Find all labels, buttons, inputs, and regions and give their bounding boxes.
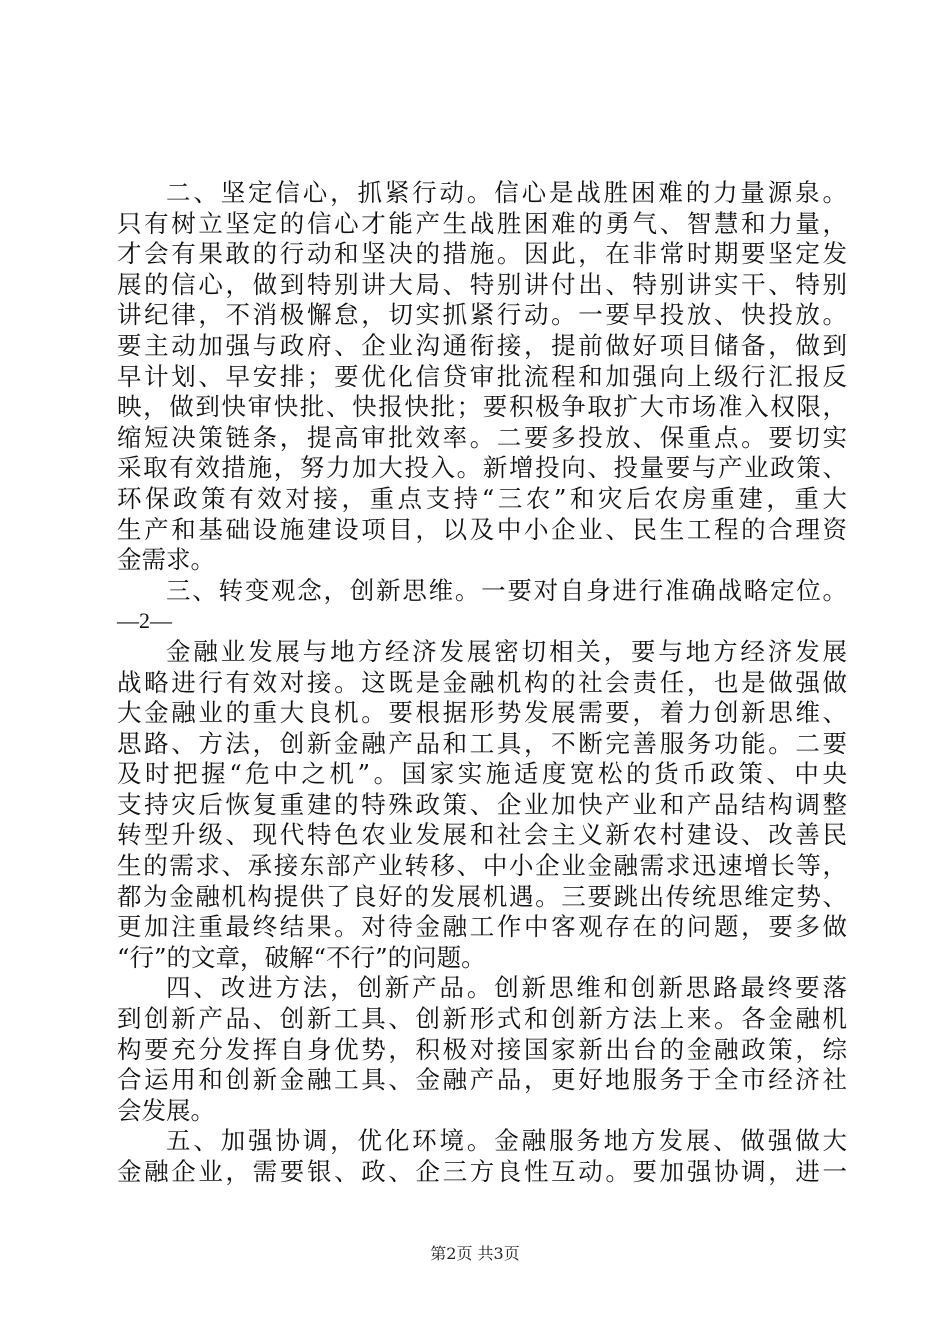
paragraph-line: 大金融业的重大良机。要根据形势发展需要，着力创新思维、 (117, 698, 847, 728)
paragraph-line: 金融企业，需要银、政、企三方良性互动。要加强协调，进一 (117, 1157, 847, 1186)
paragraph-first-line: 金融业发展与地方经济发展密切相关，要与地方经济发展 (166, 636, 847, 666)
paragraph-line: 只有树立坚定的信心才能产生战胜困难的勇气、智慧和力量， (117, 208, 847, 238)
paragraph-line: 生产和基础设施建设项目，以及中小企业、民生工程的合理资 (117, 514, 847, 544)
paragraph-line: “行”的文章，破解“不行”的问题。 (117, 942, 486, 972)
paragraph-line: 才会有果敢的行动和坚决的措施。因此，在非常时期要坚定发 (117, 239, 847, 269)
paragraph-line: 生的需求、承接东部产业转移、中小企业金融需求迅速增长等， (117, 851, 847, 881)
paragraph-line: 到创新产品、创新工具、创新形式和创新方法上来。各金融机 (117, 1004, 847, 1034)
paragraph-line: 映，做到快审快批、快报快批；要积极争取扩大市场准入权限， (117, 392, 847, 422)
paragraph-first-line: 五、加强协调，优化环境。金融服务地方发展、做强做大 (166, 1126, 847, 1156)
page-footer: 第2页 共3页 (430, 1244, 520, 1263)
paragraph-line: 更加注重最终结果。对待金融工作中客观存在的问题，要多做 (117, 912, 847, 942)
paragraph-line: 都为金融机构提供了良好的发展机遇。三要跳出传统思维定势、 (117, 881, 847, 911)
paragraph-line: 构要充分发挥自身优势，积极对接国家新出台的金融政策，综 (117, 1034, 847, 1064)
paragraph-line: 金需求。 (117, 545, 215, 575)
paragraph-first-line: 二、坚定信心，抓紧行动。信心是战胜困难的力量源泉。 (166, 178, 847, 207)
paragraph-line: 战略进行有效对接。这既是金融机构的社会责任，也是做强做 (117, 667, 847, 697)
paragraph-first-line: 四、改进方法，创新产品。创新思维和创新思路最终要落 (166, 973, 847, 1003)
paragraph-line: 支持灾后恢复重建的特殊政策、企业加快产业和产品结构调整 (117, 789, 847, 819)
paragraph-line: 会发展。 (117, 1095, 215, 1125)
paragraph-line: 转型升级、现代特色农业发展和社会主义新农村建设、改善民 (117, 820, 847, 850)
paragraph-line: 展的信心，做到特别讲大局、特别讲付出、特别讲实干、特别 (117, 269, 847, 299)
paragraph-line: 缩短决策链条，提高审批效率。二要多投放、保重点。要切实 (117, 422, 847, 452)
paragraph-line: 思路、方法，创新金融产品和工具，不断完善服务功能。二要 (117, 728, 847, 758)
document-body (117, 178, 847, 1188)
paragraph-line: 合运用和创新金融工具、金融产品，更好地服务于全市经济社 (117, 1065, 847, 1095)
paragraph-line: 要主动加强与政府、企业沟通衔接，提前做好项目储备，做到 (117, 330, 847, 360)
paragraph-first-line: 三、转变观念，创新思维。一要对自身进行准确战略定位。 (166, 575, 847, 605)
paragraph-line: 早计划、早安排；要优化信贷审批流程和加强向上级行汇报反 (117, 361, 847, 391)
paragraph-line: 采取有效措施，努力加大投入。新增投向、投量要与产业政策、 (117, 453, 847, 483)
paragraph-line: 及时把握“危中之机”。国家实施适度宽松的货币政策、中央 (117, 759, 847, 789)
inline-page-marker: —2— (117, 608, 172, 634)
paragraph-line: 环保政策有效对接，重点支持“三农”和灾后农房重建，重大 (117, 483, 847, 513)
paragraph-line: 讲纪律，不消极懈怠，切实抓紧行动。一要早投放、快投放。 (117, 300, 847, 330)
